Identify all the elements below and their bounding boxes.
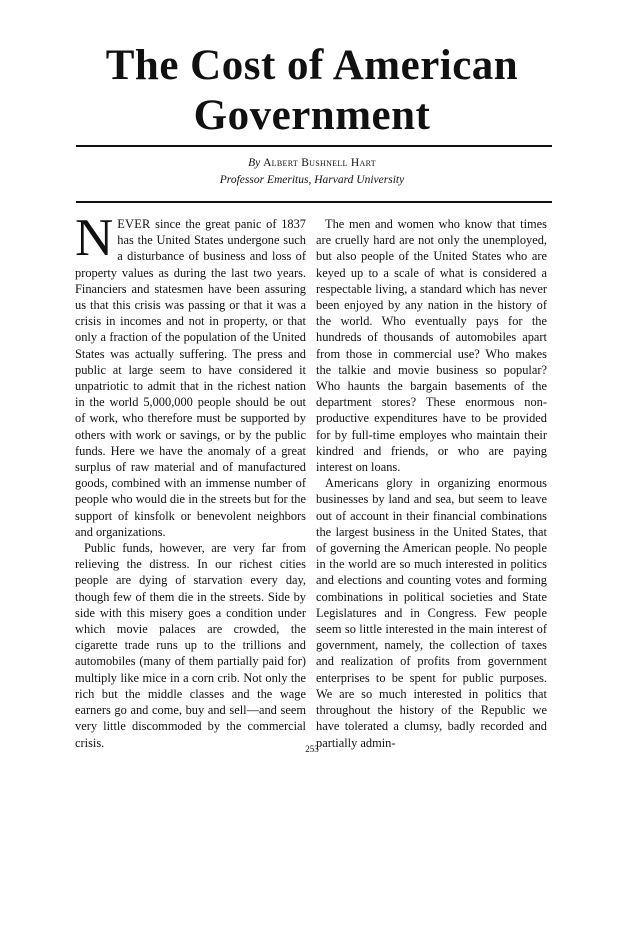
right-column: [316, 216, 547, 751]
top-divider: [76, 145, 552, 147]
byline: [0, 155, 624, 172]
paragraph: Public funds, however, are very far from relieving the distress. In our richest cities people are dying of starvation every day, though few of them die in the streets. Side by side with this misery goes a condition under which movie palaces are crowded, the cigarette trade runs up to the trillions and automobiles (many of them partially paid for) multiply like mice in a corn crib. Not only the rich but the middle classes and the wage earners go and come, buy and sell—and seem very little discommoded by the commercial crisis.: [75, 541, 306, 750]
author-affiliation: Professor Emeritus, Harvard University: [219, 174, 405, 186]
author-name: Albert Bushnell Hart: [263, 157, 376, 169]
paragraph: The men and women who know that times are cruelly hard are not only the unemployed, but also people of the United States who are keyed up to a scale of what is considered a respectable living, a standard which has never been enjoyed by any nation in the history of the world. Who eventually pays for the hundreds of thousands of automobiles apart from those in commercial use? Who makes the talkie and movie business so popular? Who haunts the bargain basements of the department stores? These enormous non-productive expenditures have to be provided for by full-time employes who maintain their kindred and friends, or who are paying interest on loans.: [316, 217, 547, 475]
lead-caps: EVER: [117, 217, 151, 231]
paragraph: [75, 209, 306, 540]
paragraph-text: since the great panic of 1837 has the United States undergone such a disturbance of business and loss of property values as during the last two years. Financiers and statesmen have been assuring us that this crisis was passing or that it was a crisis in incomes and not in property, or that only a fraction of the population of the United States was actually suffering. The press and public at large seem to have considered it unpatriotic to admit that in the richest nation in the world 5,000,000 people should be out of work, who therefore must be supported by others with work or savings, or by the public funds. Here we have the anomaly of a great surplus of raw material and of manufactured goods, combined with an immense number of people who would die in the streets but for the support of kinsfolk or benevolent neighbors and organizations.: [75, 217, 306, 539]
bottom-divider: [76, 201, 552, 203]
page-number: 253: [305, 744, 319, 754]
article-title-line-2: Government: [193, 92, 431, 139]
drop-cap: N: [75, 209, 114, 267]
byline-by: By: [248, 157, 261, 169]
left-column: [75, 209, 306, 751]
paragraph: Americans glory in organizing enormous businesses by land and sea, but seem to leave out of account in their financial combinations the largest business in the United States, that of governing the American people. No people in the world are so much interested in politics and elections and counting votes and forming combinations in political societies and State Legislatures and in Congress. Few people seem so little interested in the main interest of government, namely, the collection of taxes and realization of profits from government enterprises to be spent for public purposes. We are so much interested in politics that throughout the history of the Republic we have tolerated a clumsy, badly recorded and partially admin-: [316, 476, 547, 750]
article-title-line-1: The Cost of American: [105, 42, 519, 89]
